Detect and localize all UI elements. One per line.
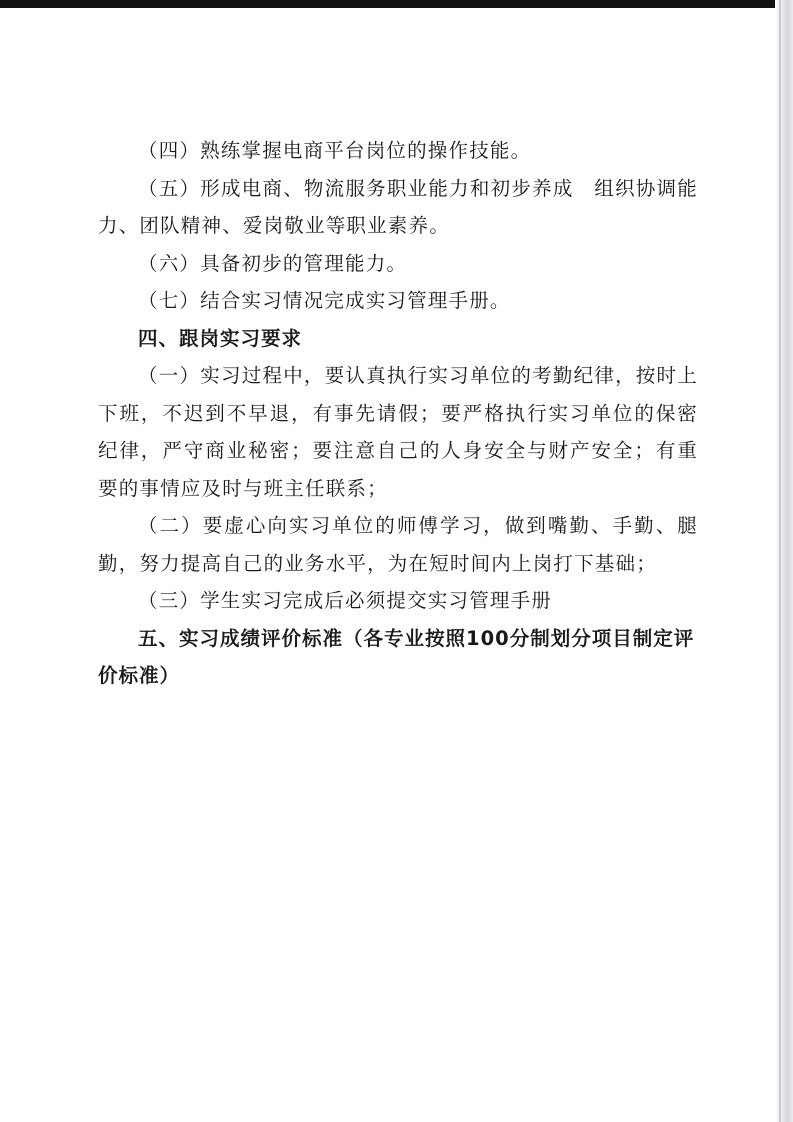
paragraph-item-5: （五）形成电商、物流服务职业能力和初步养成 组织协调能力、团队精神、爱岗敬业等职业素养。 [98, 176, 698, 237]
scan-top-border [0, 0, 793, 8]
section-heading-5: 五、实习成绩评价标准（各专业按照100分制划分项目制定评价标准） [98, 626, 695, 687]
requirement-item-1: （一）实习过程中，要认真执行实习单位的考勤纪律，按时上下班，不迟到不早退，有事先请假；要严格执行实习单位的保密纪律，严守商业秘密；要注意自己的人身安全与财产安全；有重要的事情应及时与班主任联系； [98, 364, 698, 500]
scan-right-edge-line [779, 0, 781, 1122]
paragraph-item-6: （六）具备初步的管理能力。 [138, 251, 408, 275]
document-body [98, 132, 698, 695]
paragraph-item-4: （四）熟练掌握电商平台岗位的操作技能。 [138, 139, 532, 162]
section-heading-4: 四、跟岗实习要求 [138, 326, 303, 350]
paragraph-item-7: （七）结合实习情况完成实习管理手册。 [138, 289, 511, 312]
requirement-item-2: （二）要虚心向实习单位的师傅学习，做到嘴勤、手勤、腿勤，努力提高自己的业务水平，为在短时间内上岗打下基础； [98, 514, 698, 575]
requirement-item-3: （三）学生实习完成后必须提交实习管理手册 [138, 589, 553, 612]
scan-right-edge [775, 0, 793, 1122]
